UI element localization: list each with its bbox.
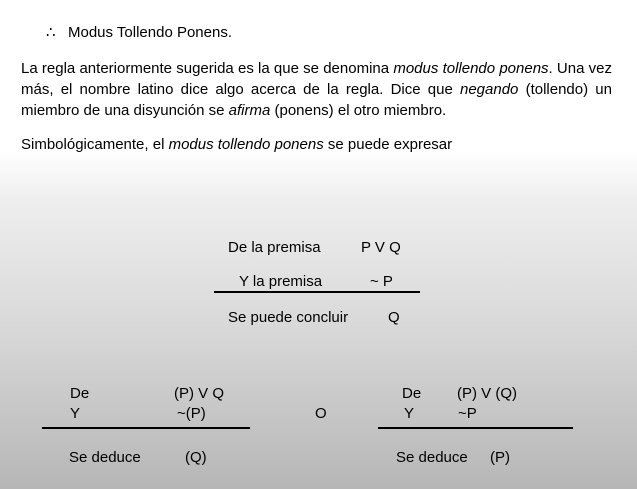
- right-line1-label: De: [402, 385, 422, 402]
- left-line1-label: De: [70, 385, 90, 402]
- left-conclusion-value: (Q): [185, 449, 207, 466]
- main-conclusion-value: Q: [388, 309, 400, 326]
- para1-text-4: (ponens) el otro miembro.: [270, 102, 447, 119]
- para1-emphasis-3: afirma: [228, 102, 271, 119]
- para1-text-1: La regla anteriormente sugerida es la que se denomina: [21, 60, 394, 77]
- main-premise2-label: Y la premisa: [239, 273, 323, 290]
- right-line2-value: ~P: [458, 405, 477, 422]
- right-line2-label: Y: [404, 405, 415, 422]
- main-conclusion-label: Se puede concluir: [228, 309, 349, 326]
- para1-emphasis-2: negando: [459, 81, 519, 98]
- para2-emphasis: modus tollendo ponens: [168, 136, 324, 153]
- left-line2-label: Y: [70, 405, 81, 422]
- main-inference-line: [214, 291, 420, 293]
- left-line1-value: (P) V Q: [174, 385, 225, 402]
- left-conclusion-label: Se deduce: [69, 449, 141, 466]
- or-separator: O: [315, 405, 327, 422]
- symbolic-paragraph: [21, 136, 452, 154]
- right-conclusion-value: (P): [490, 449, 510, 466]
- main-premise1-value: P V Q: [361, 239, 401, 256]
- right-line1-value: (P) V (Q): [457, 385, 517, 402]
- main-premise2-value: ~ P: [370, 273, 393, 290]
- left-line2-value: ~(P): [177, 405, 206, 422]
- para1-text-3: (tollendo) un miembro de una disyunción se: [21, 81, 612, 119]
- para2-text-1: Simbológicamente, el: [21, 136, 169, 153]
- right-inference-line: [378, 427, 573, 429]
- heading-title: Modus Tollendo Ponens.: [68, 24, 233, 41]
- intro-paragraph: [21, 58, 612, 121]
- therefore-symbol: ∴: [46, 24, 56, 41]
- slide-heading: [46, 24, 232, 42]
- para2-text-2: se puede expresar: [323, 136, 453, 153]
- left-inference-line: [42, 427, 250, 429]
- para1-emphasis-1: modus tollendo ponens: [393, 60, 549, 77]
- right-conclusion-label: Se deduce: [396, 449, 468, 466]
- para1-text-2: . Una vez más, el nombre latino dice algo acerca de la regla. Dice que: [21, 60, 613, 98]
- main-premise1-label: De la premisa: [228, 239, 321, 256]
